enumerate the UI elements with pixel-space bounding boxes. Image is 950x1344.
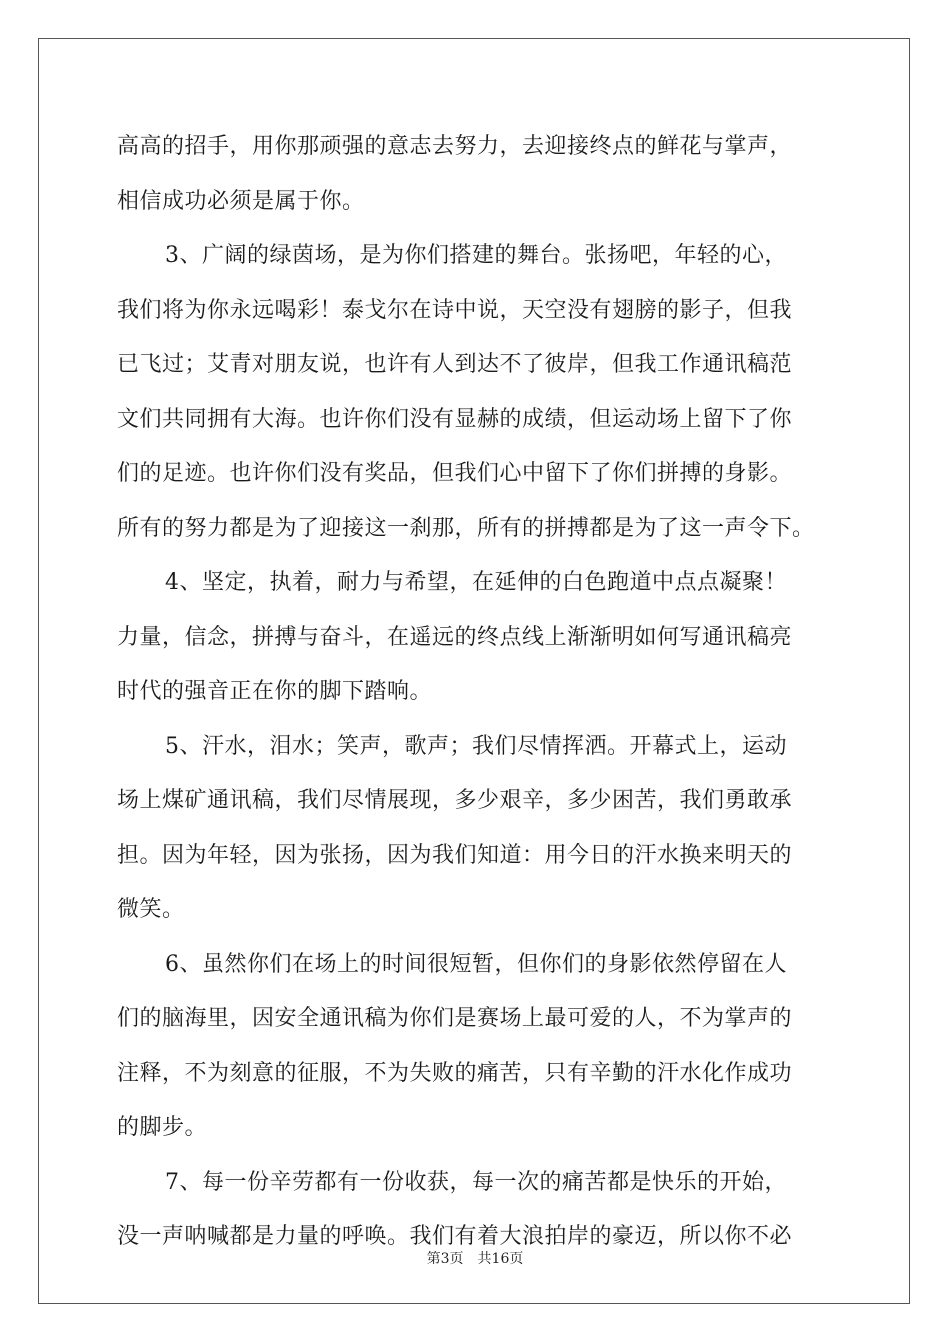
text-line: 5、汗水，泪水；笑声，歌声；我们尽情挥洒。开幕式上，运动 — [165, 733, 787, 759]
text-line: 注释，不为刻意的征服，不为失败的痛苦，只有辛勤的汗水化作成功 — [117, 1060, 793, 1086]
text-line: 7、每一份辛劳都有一份收获，每一次的痛苦都是快乐的开始， — [165, 1169, 787, 1195]
text-line: 高高的招手，用你那顽强的意志去努力，去迎接终点的鲜花与掌声， — [117, 134, 793, 159]
text-line: 力量，信念，拼搏与奋斗，在遥远的终点线上渐渐明如何写通讯稿亮 — [117, 624, 793, 650]
text-line: 3、广阔的绿茵场，是为你们搭建的舞台。张扬吧，年轻的心， — [165, 243, 787, 268]
text-line: 相信成功必须是属于你。 — [117, 188, 365, 214]
document-body — [117, 120, 837, 1265]
page-footer — [0, 1248, 950, 1268]
text-line: 我们将为你永远喝彩！泰戈尔在诗中说，天空没有翅膀的影子，但我 — [117, 297, 793, 323]
text-line: 们的足迹。也许你们没有奖品，但我们心中留下了你们拼搏的身影。 — [117, 461, 793, 486]
text-line: 6、虽然你们在场上的时间很短暂，但你们的身影依然停留在人 — [165, 951, 787, 977]
text-line: 没一声呐喊都是力量的呼唤。我们有着大浪拍岸的豪迈，所以你不必 — [117, 1224, 793, 1249]
text-line: 已飞过；艾青对朋友说，也许有人到达不了彼岸，但我工作通讯稿范 — [117, 352, 793, 377]
text-line: 时代的强音正在你的脚下踏响。 — [117, 679, 433, 704]
text-line: 所有的努力都是为了迎接这一刹那，所有的拼搏都是为了这一声令下。 — [117, 515, 815, 541]
text-line: 4、坚定，执着，耐力与希望，在延伸的白色跑道中点点凝聚！ — [165, 570, 787, 595]
text-line: 们的脑海里，因安全通讯稿为你们是赛场上最可爱的人，不为掌声的 — [117, 1006, 793, 1031]
text-line: 场上煤矿通讯稿，我们尽情展现，多少艰辛，多少困苦，我们勇敢承 — [117, 788, 793, 813]
text-line: 文们共同拥有大海。也许你们没有显赫的成绩，但运动场上留下了你 — [117, 406, 793, 432]
page-total: 共16页 — [477, 1251, 524, 1267]
text-line: 担。因为年轻，因为张扬，因为我们知道：用今日的汗水换来明天的 — [117, 842, 793, 868]
text-line: 的脚步。 — [117, 1115, 208, 1140]
page-number: 第3页 — [426, 1251, 464, 1267]
text-line: 微笑。 — [117, 897, 185, 922]
